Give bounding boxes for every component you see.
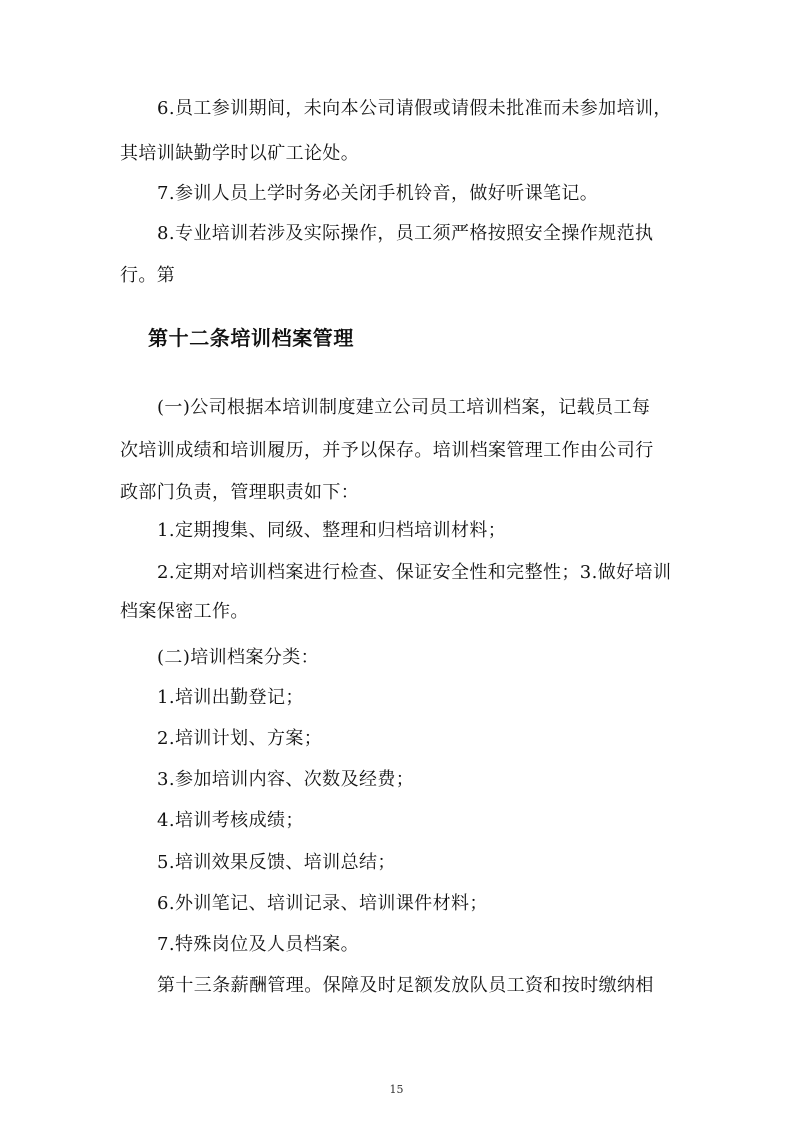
section-intro-line-2: 次培训成绩和培训履历，并予以保存。培训档案管理工作由公司行 (120, 440, 654, 461)
category-item: 4.培训考核成绩； (157, 810, 304, 831)
category-item: 5.培训效果反馈、培训总结； (157, 852, 396, 873)
category-item: 3.参加培训内容、次数及经费； (157, 769, 415, 790)
section-intro-line-1: (一)公司根据本培训制度建立公司员工培训档案，记载员工每 (157, 397, 651, 418)
duty-item-1: 1.定期搜集、同级、整理和归档培训材料； (157, 520, 507, 541)
category-item: 2.培训计划、方案； (157, 728, 323, 749)
category-item: 6.外训笔记、培训记录、培训课件材料； (157, 893, 488, 914)
duty-item-2-line-2: 档案保密工作。 (120, 601, 249, 622)
duty-item-2-line-1: 2.定期对培训档案进行检查、保证安全性和完整性；3.做好培训 (157, 562, 672, 583)
category-item: 1.培训出勤登记； (157, 687, 304, 708)
page-number: 15 (389, 1083, 404, 1096)
section-intro-line-3: 政部门负责，管理职责如下： (120, 482, 360, 503)
next-article-line: 第十三条薪酬管理。保障及时足额发放队员工资和按时缴纳相 (157, 975, 654, 996)
paragraph-6-line-2: 其培训缺勤学时以矿工论处。 (120, 143, 360, 164)
section-heading: 第十二条培训档案管理 (148, 326, 354, 350)
paragraph-8-line-1: 8.专业培训若涉及实际操作，员工须严格按照安全操作规范执 (157, 223, 654, 244)
paragraph-8-line-2: 行。第 (120, 265, 176, 286)
paragraph-7: 7.参训人员上学时务必关闭手机铃音，做好听课笔记。 (157, 183, 599, 204)
category-item: 7.特殊岗位及人员档案。 (157, 934, 359, 955)
paragraph-6-line-1: 6.员工参训期间，未向本公司请假或请假未批准而未参加培训， (157, 98, 672, 119)
category-title: (二)培训档案分类： (157, 647, 320, 668)
